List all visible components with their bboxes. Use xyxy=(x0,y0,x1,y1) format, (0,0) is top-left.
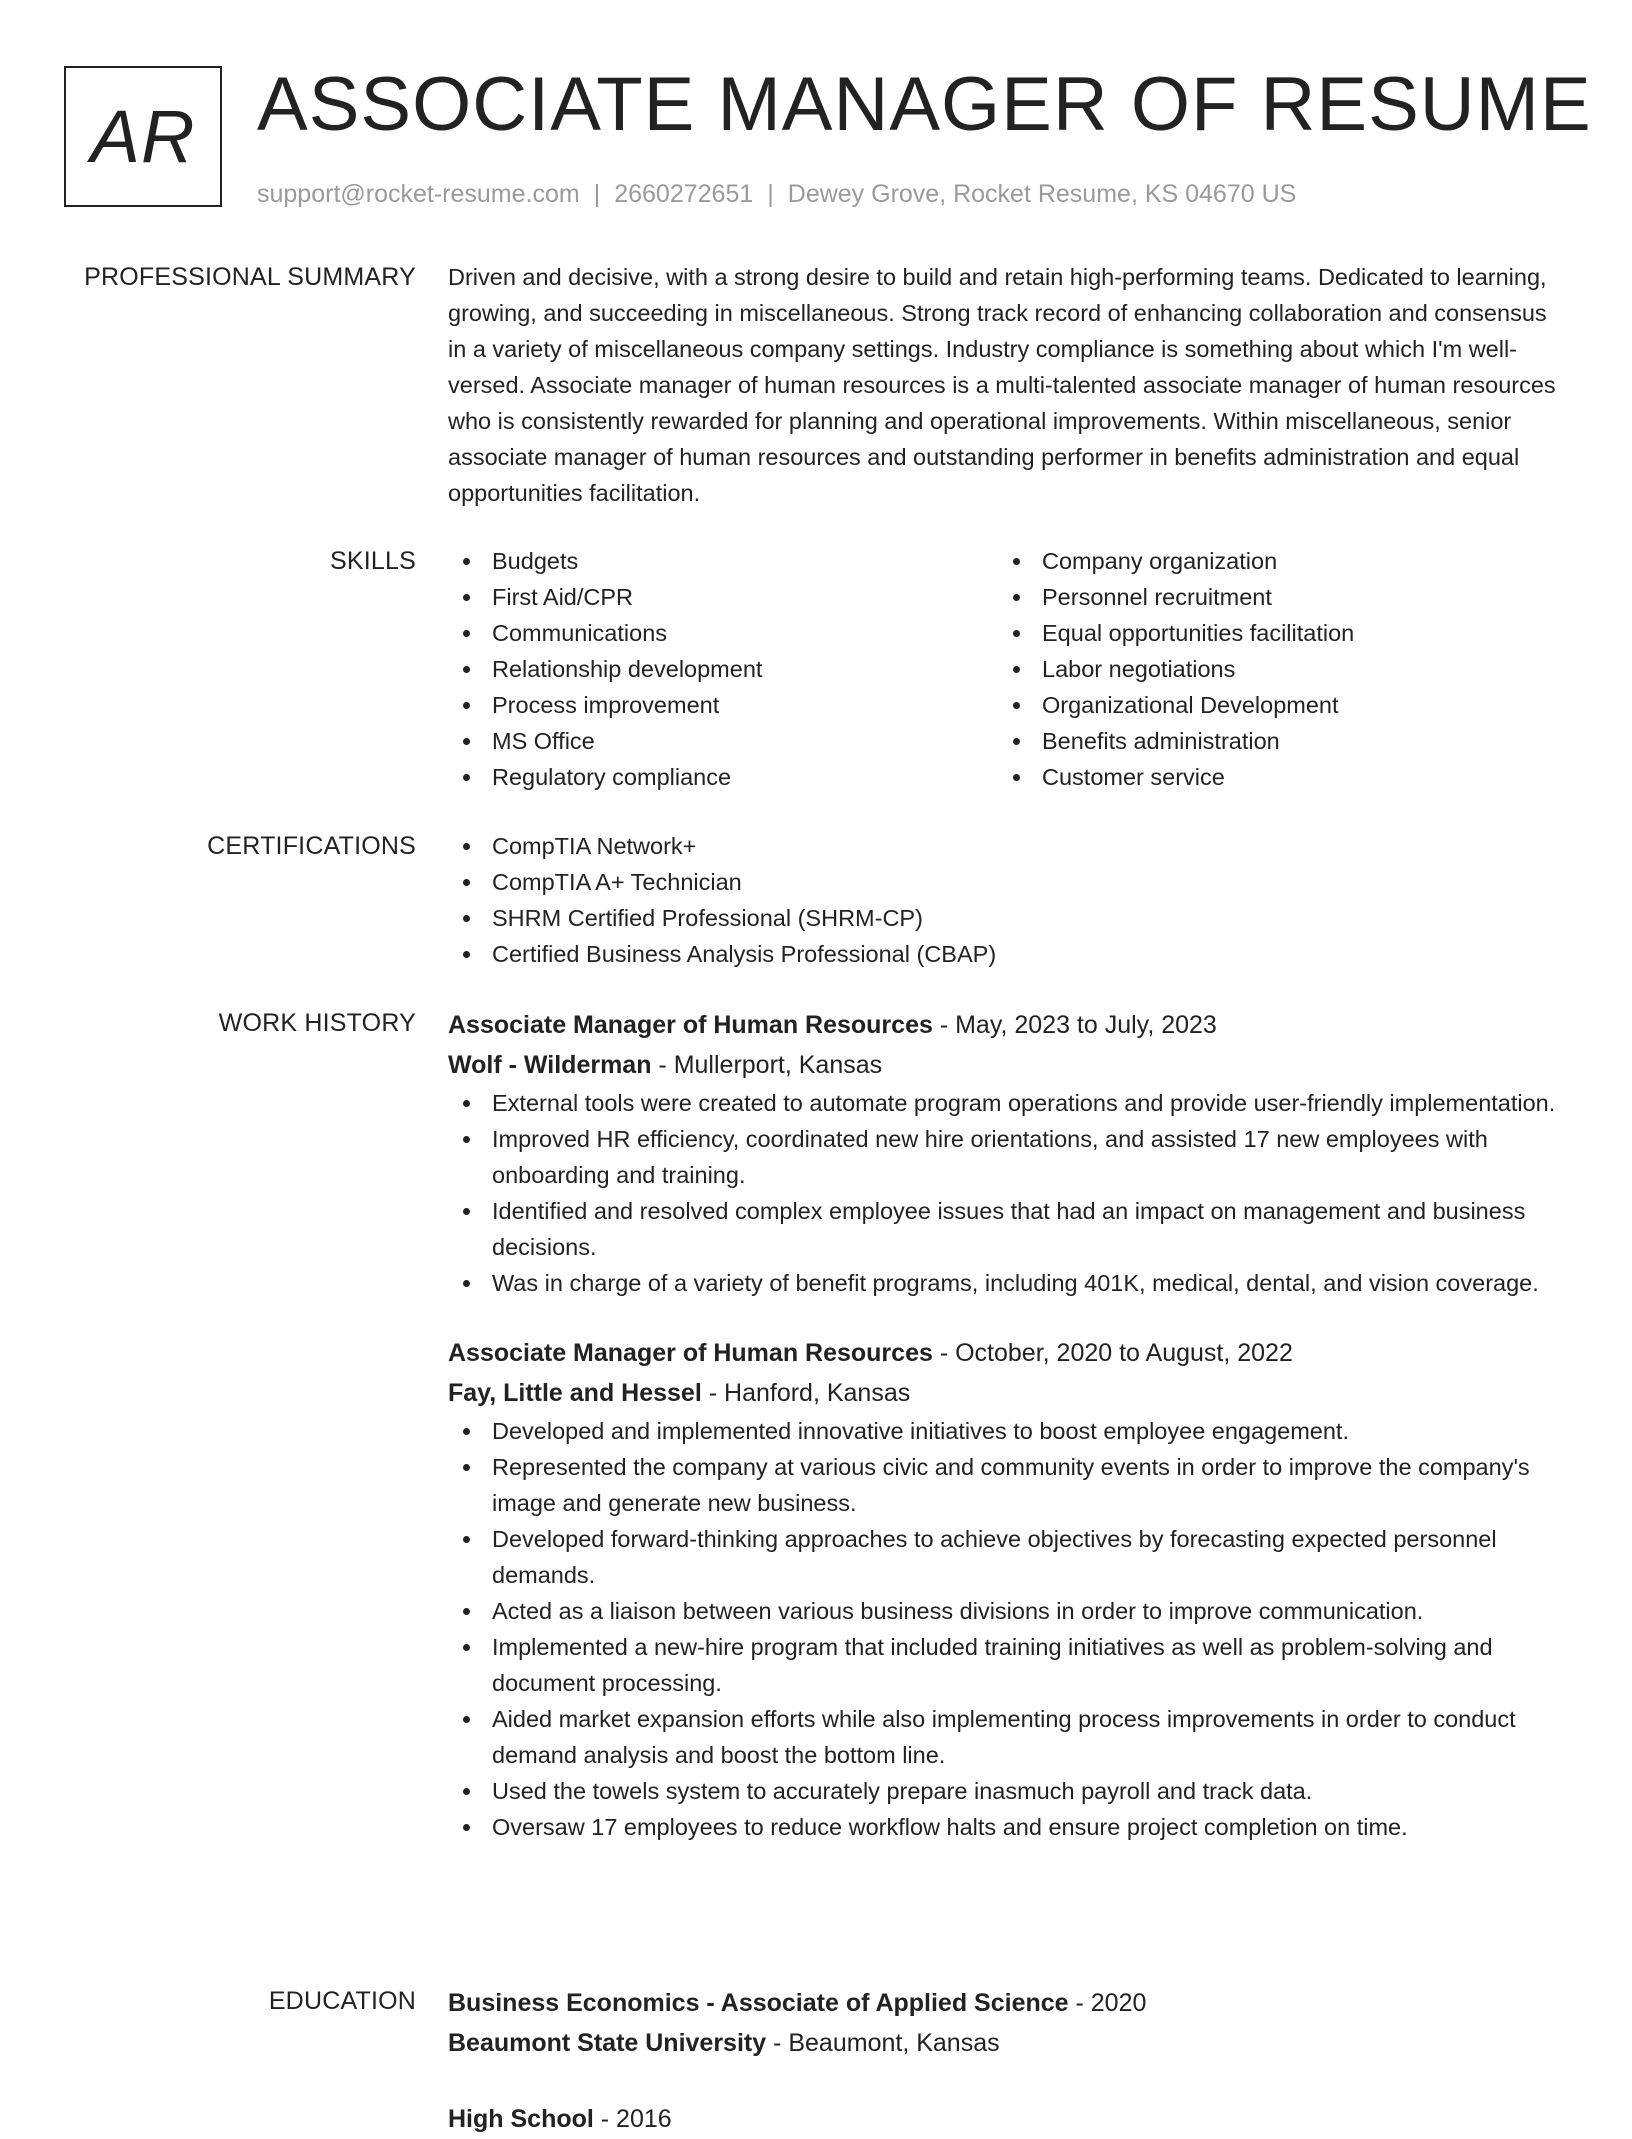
job-dates: - October, 2020 to August, 2022 xyxy=(932,1339,1293,1367)
work-content xyxy=(448,1005,1570,1877)
education-label: EDUCATION xyxy=(268,1987,416,2015)
job-bullet: Aided market expansion efforts while also implementing process improvements in order to conduct demand analysis and boost the bottom line. xyxy=(448,1701,1570,1773)
job-bullet: Represented the company at various civic and community events in order to improve the company's image and generate new business. xyxy=(448,1449,1570,1521)
certification-item: CompTIA Network+ xyxy=(448,828,1570,864)
resume-header xyxy=(64,62,1592,211)
contact-separator: | xyxy=(767,180,774,208)
job-location: - Mullerport, Kansas xyxy=(651,1051,883,1079)
job-company-line xyxy=(448,1045,1570,1085)
job-title-line xyxy=(448,1333,1570,1373)
contact-separator: | xyxy=(593,180,601,208)
job-company: Fay, Little and Hessel xyxy=(448,1379,702,1407)
contact-email[interactable]: support@rocket-resume.com xyxy=(257,180,580,208)
education-degree: High School xyxy=(448,2105,594,2133)
monogram-box xyxy=(64,66,222,207)
job-bullet: Implemented a new-hire program that included training initiatives as well as problem-solving and document processing. xyxy=(448,1629,1570,1701)
skill-item: Regulatory compliance xyxy=(448,759,998,795)
resume-name: ASSOCIATE MANAGER OF RESUME xyxy=(257,62,1592,147)
job-entry xyxy=(448,1333,1570,1845)
contact-phone[interactable]: 2660272651 xyxy=(614,180,754,208)
job-bullet: Was in charge of a variety of benefit programs, including 401K, medical, dental, and vision coverage. xyxy=(448,1265,1570,1301)
job-bullet: Oversaw 17 employees to reduce workflow halts and ensure project completion on time. xyxy=(448,1809,1570,1845)
certification-item: Certified Business Analysis Professional (CBAP) xyxy=(448,936,1570,972)
skill-item: Process improvement xyxy=(448,687,998,723)
skills-content xyxy=(448,543,1570,795)
skill-item: Organizational Development xyxy=(998,687,1548,723)
skill-item: Communications xyxy=(448,615,998,651)
job-bullet: Identified and resolved complex employee issues that had an impact on management and business decisions. xyxy=(448,1193,1570,1265)
job-bullet: Developed and implemented innovative initiatives to boost employee engagement. xyxy=(448,1413,1570,1449)
job-bullet: Developed forward-thinking approaches to achieve objectives by forecasting expected personnel demands. xyxy=(448,1521,1570,1593)
job-bullet: Used the towels system to accurately prepare inasmuch payroll and track data. xyxy=(448,1773,1570,1809)
skill-item: Benefits administration xyxy=(998,723,1548,759)
job-company-line xyxy=(448,1373,1570,1413)
job-bullet: External tools were created to automate program operations and provide user-friendly implementation. xyxy=(448,1085,1570,1121)
work-label: WORK HISTORY xyxy=(218,1009,416,1037)
education-content xyxy=(448,1983,1570,2139)
job-bullet: Acted as a liaison between various business divisions in order to improve communication. xyxy=(448,1593,1570,1629)
contact-line xyxy=(257,180,1592,209)
skill-item: Labor negotiations xyxy=(998,651,1548,687)
skill-item: Customer service xyxy=(998,759,1548,795)
title-block xyxy=(257,62,1592,209)
job-title: Associate Manager of Human Resources xyxy=(448,1011,933,1039)
skills-label: SKILLS xyxy=(330,547,416,575)
education-degree-line xyxy=(448,1983,1570,2023)
summary-content xyxy=(448,259,1570,511)
certification-item: CompTIA A+ Technician xyxy=(448,864,1570,900)
education-location: - Beaumont, Kansas xyxy=(766,2029,1000,2057)
skill-item: Company organization xyxy=(998,543,1548,579)
job-title-line xyxy=(448,1005,1570,1045)
job-bullets xyxy=(448,1085,1570,1301)
certification-item: SHRM Certified Professional (SHRM-CP) xyxy=(448,900,1570,936)
monogram-initials: AR xyxy=(90,95,196,178)
skill-item: Budgets xyxy=(448,543,998,579)
education-year: - 2016 xyxy=(593,2105,672,2133)
skill-item: MS Office xyxy=(448,723,998,759)
skill-item: Relationship development xyxy=(448,651,998,687)
certifications-label: CERTIFICATIONS xyxy=(207,832,416,860)
contact-address: Dewey Grove, Rocket Resume, KS 04670 US xyxy=(787,180,1297,208)
job-entry xyxy=(448,1005,1570,1301)
education-school-line xyxy=(448,2023,1570,2063)
summary-text: Driven and decisive, with a strong desire to build and retain high-performing teams. Dedicated to learning, growing, and succeeding in miscellaneous. Strong track record of enhancing collaboration and consensus in a variety of miscellaneous company settings. Industry compliance is something about which I'm well-versed. Associate manager of human resources is a multi-talented associate manager of human resources who is consistently rewarded for planning and operational improvements. Within miscellaneous, senior associate manager of human resources and outstanding performer in benefits administration and equal opportunities facilitation. xyxy=(448,264,1556,506)
skill-item: First Aid/CPR xyxy=(448,579,998,615)
job-dates: - May, 2023 to July, 2023 xyxy=(932,1011,1217,1039)
job-location: - Hanford, Kansas xyxy=(701,1379,911,1407)
certifications-list xyxy=(448,828,1570,972)
education-year: - 2020 xyxy=(1068,1989,1147,2017)
job-bullet: Improved HR efficiency, coordinated new hire orientations, and assisted 17 new employees with onboarding and training. xyxy=(448,1121,1570,1193)
skill-item: Personnel recruitment xyxy=(998,579,1548,615)
job-bullets xyxy=(448,1413,1570,1845)
skill-item: Equal opportunities facilitation xyxy=(998,615,1548,651)
skills-list-right xyxy=(998,543,1548,795)
certifications-content xyxy=(448,828,1570,972)
summary-label: PROFESSIONAL SUMMARY xyxy=(84,263,416,291)
education-school: Beaumont State University xyxy=(448,2029,767,2057)
skills-list-left xyxy=(448,543,998,795)
education-degree-line xyxy=(448,2099,1570,2139)
job-company: Wolf - Wilderman xyxy=(448,1051,652,1079)
job-title: Associate Manager of Human Resources xyxy=(448,1339,933,1367)
education-degree: Business Economics - Associate of Applied Science xyxy=(448,1989,1069,2017)
